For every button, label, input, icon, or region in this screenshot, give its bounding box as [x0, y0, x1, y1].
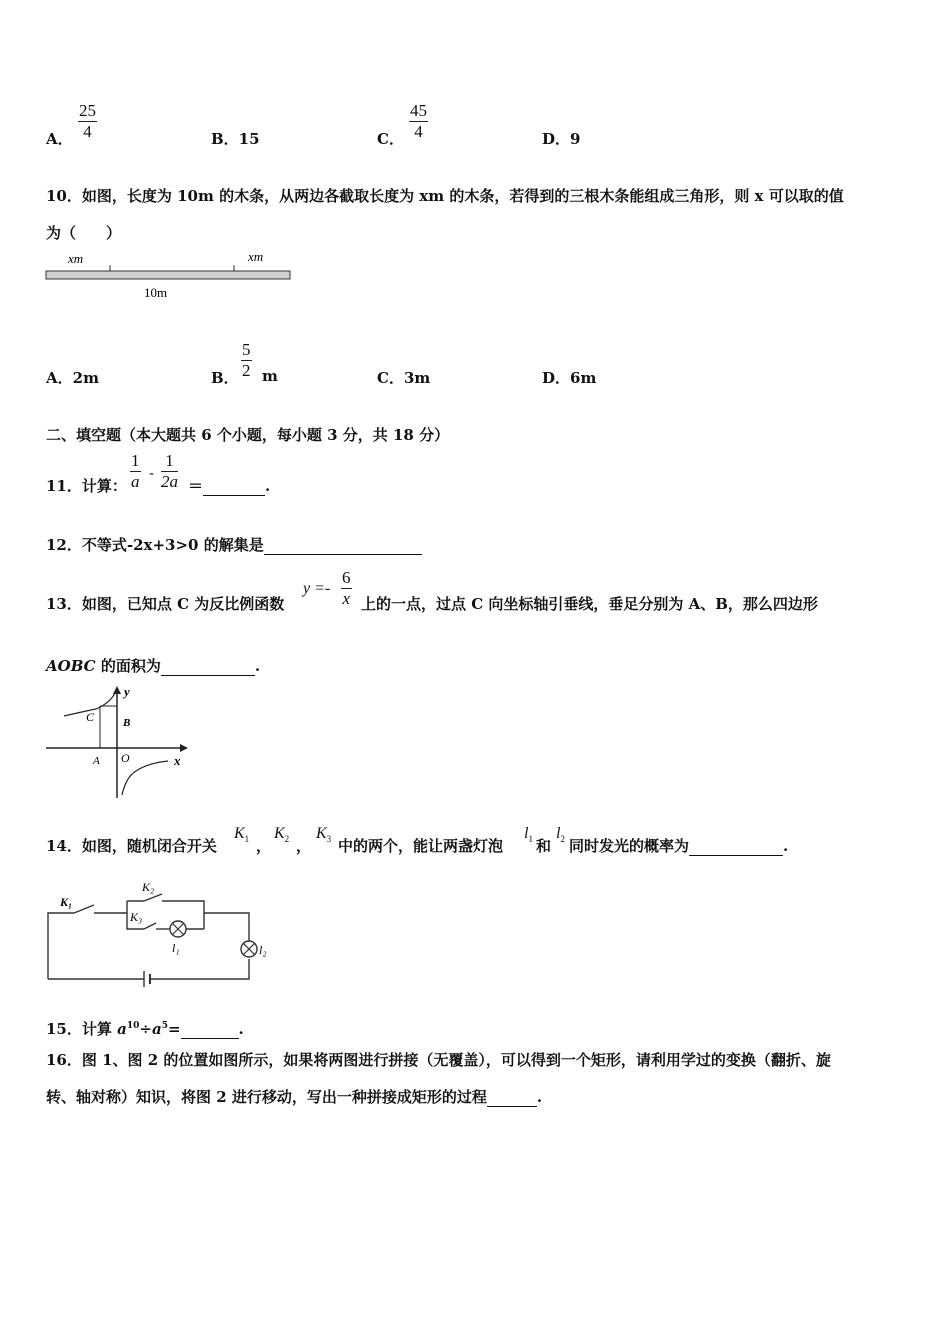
- fraction-1-over-2a: [161, 451, 178, 492]
- answer-blank[interactable]: [203, 479, 265, 496]
- label-c: C: [86, 710, 95, 724]
- answer-blank[interactable]: [264, 538, 422, 555]
- label-xm-left: xm: [68, 251, 84, 266]
- base-a: a: [151, 1020, 162, 1038]
- numerator: 1: [131, 451, 140, 470]
- label-xm-right: xm: [248, 249, 264, 264]
- k1-sub: 1: [244, 834, 250, 845]
- label-a: A: [93, 755, 100, 767]
- label-k1: K₁: [60, 895, 73, 909]
- k2-letter: K: [274, 825, 285, 842]
- wire-right: [204, 913, 249, 941]
- equals-sign: =: [167, 1020, 181, 1038]
- numerator: 5: [242, 340, 251, 359]
- q13-line2: [46, 656, 260, 676]
- q13-line2-text: 的面积为: [95, 657, 161, 675]
- q10-text-line2: 为（ ）: [46, 224, 122, 242]
- k2-sub: 2: [284, 834, 290, 845]
- option-d: D．9: [542, 130, 581, 148]
- q16-text-line2: [46, 1087, 542, 1107]
- numerator: 6: [342, 568, 351, 587]
- q15-prefix: 15．计算: [46, 1020, 118, 1038]
- option-b-label: B．: [211, 369, 239, 387]
- label-b: B: [123, 717, 131, 729]
- option-b-unit: m: [262, 367, 278, 385]
- q10-option-a: A．2m: [46, 369, 99, 387]
- option-c: [377, 128, 404, 149]
- circuit-figure: [44, 875, 284, 987]
- fraction-5-over-2: [241, 340, 252, 381]
- hyperbola-branch-right: [122, 761, 168, 795]
- period: .: [783, 837, 789, 855]
- period: .: [238, 1020, 244, 1038]
- label-l2: l₂: [259, 943, 267, 957]
- answer-blank[interactable]: [487, 1090, 537, 1107]
- switch-k3: [144, 923, 156, 929]
- q14-suffix-text: 同时发光的概率为: [569, 837, 690, 855]
- fraction-6-over-x: [341, 568, 352, 609]
- wire-left: [48, 913, 74, 979]
- fraction-25-over-4: [78, 101, 97, 142]
- q14-suffix: [569, 836, 788, 856]
- q11-prefix: 11．计算：: [46, 477, 127, 495]
- option-a: [46, 128, 73, 149]
- wood-strip: [46, 271, 290, 279]
- q13-suffix: 上的一点，过点 C 向坐标轴引垂线，垂足分别为 A、B，那么四边形: [361, 595, 818, 613]
- wire-bottom-right: [150, 959, 249, 979]
- comma: ，: [296, 837, 312, 855]
- numerator: 25: [79, 101, 96, 120]
- symbol-l2: [556, 825, 565, 844]
- comma: ，: [256, 837, 272, 855]
- option-a-label: A．: [46, 130, 73, 148]
- quadrilateral-name: AOBC: [46, 657, 96, 675]
- exponent-10: 10: [126, 1021, 140, 1031]
- switch-k2: [144, 894, 162, 901]
- denominator: a: [131, 472, 140, 491]
- switch-k1: [74, 905, 94, 913]
- denominator: 2a: [161, 472, 178, 491]
- q12-text: [46, 535, 422, 555]
- q14-prefix: 14．如图，随机闭合开关: [46, 837, 217, 855]
- symbol-k2: [274, 825, 289, 844]
- label-o: O: [121, 751, 130, 765]
- minus-sign: -: [149, 464, 155, 482]
- exponent-5: 5: [161, 1021, 168, 1031]
- k3-sub: 3: [326, 834, 332, 845]
- label-x: x: [174, 753, 181, 768]
- q10-text-line1: 10．如图，长度为 10m 的木条，从两边各截取长度为 xm 的木条，若得到的三根木条能组成三角形，则 x 可以取的值: [46, 187, 844, 205]
- answer-blank[interactable]: [181, 1022, 239, 1039]
- q13-prefix: 13．如图，已知点 C 为反比例函数: [46, 595, 285, 613]
- q16-line2-text: 转、轴对称）知识，将图 2 进行移动，写出一种拼接成矩形的过程: [46, 1088, 487, 1106]
- denominator: x: [342, 589, 351, 608]
- q11-answer: [188, 476, 270, 496]
- symbol-l1: [524, 825, 533, 844]
- k1-letter: K: [234, 825, 245, 842]
- period: .: [536, 1088, 543, 1106]
- label-l1: l₁: [172, 941, 180, 955]
- q10-option-d: D．6m: [542, 369, 597, 387]
- option-b: B．15: [211, 130, 260, 148]
- base-a: a: [117, 1020, 127, 1038]
- l2-sub: 2: [560, 834, 565, 845]
- wood-strip-figure: [40, 245, 300, 305]
- equals-sign: ＝: [188, 477, 204, 495]
- fraction-1-over-a: [130, 451, 141, 492]
- numerator: 45: [410, 101, 427, 120]
- answer-blank[interactable]: [161, 659, 255, 676]
- hyperbola-figure: [44, 683, 194, 801]
- divide-sign: ÷: [139, 1020, 152, 1038]
- q15-text: [46, 1016, 244, 1039]
- y-axis-arrow: [113, 686, 121, 694]
- denominator: 4: [414, 122, 423, 141]
- denominator: 2: [242, 361, 251, 380]
- denominator: 4: [83, 122, 92, 141]
- symbol-k3: [316, 825, 331, 844]
- fraction-45-over-4: [409, 101, 428, 142]
- symbol-k1: [234, 825, 249, 844]
- numerator: 1: [161, 451, 178, 472]
- q10-option-c: C．3m: [377, 369, 431, 387]
- period: .: [254, 657, 261, 675]
- l1-letter: l: [524, 825, 529, 842]
- option-c-label: C．: [377, 130, 404, 148]
- q10-option-b: [211, 367, 239, 388]
- k3-letter: K: [316, 825, 327, 842]
- answer-blank[interactable]: [689, 839, 783, 856]
- x-axis-arrow: [180, 744, 188, 752]
- label-k2: K₂: [142, 880, 155, 894]
- function-lhs: y =-: [303, 580, 331, 597]
- l1-sub: 1: [528, 834, 533, 845]
- section-title: 二、填空题（本大题共 6 个小题，每小题 3 分，共 18 分）: [46, 426, 450, 444]
- q14-mid: 中的两个，能让两盏灯泡: [338, 837, 504, 855]
- label-10m: 10m: [144, 285, 168, 300]
- label-y: y: [124, 684, 130, 699]
- l2-letter: l: [556, 825, 561, 842]
- period: .: [265, 477, 271, 495]
- q16-text-line1: 16．图 1、图 2 的位置如图所示，如果将两图进行拼接（无覆盖），可以得到一个矩形，请利用学过的变换（翻折、旋: [46, 1051, 831, 1069]
- q14-and: 和: [536, 837, 552, 855]
- label-k3: K₃: [130, 910, 143, 924]
- q12-prompt: 12．不等式-2x+3>0 的解集是: [46, 536, 264, 554]
